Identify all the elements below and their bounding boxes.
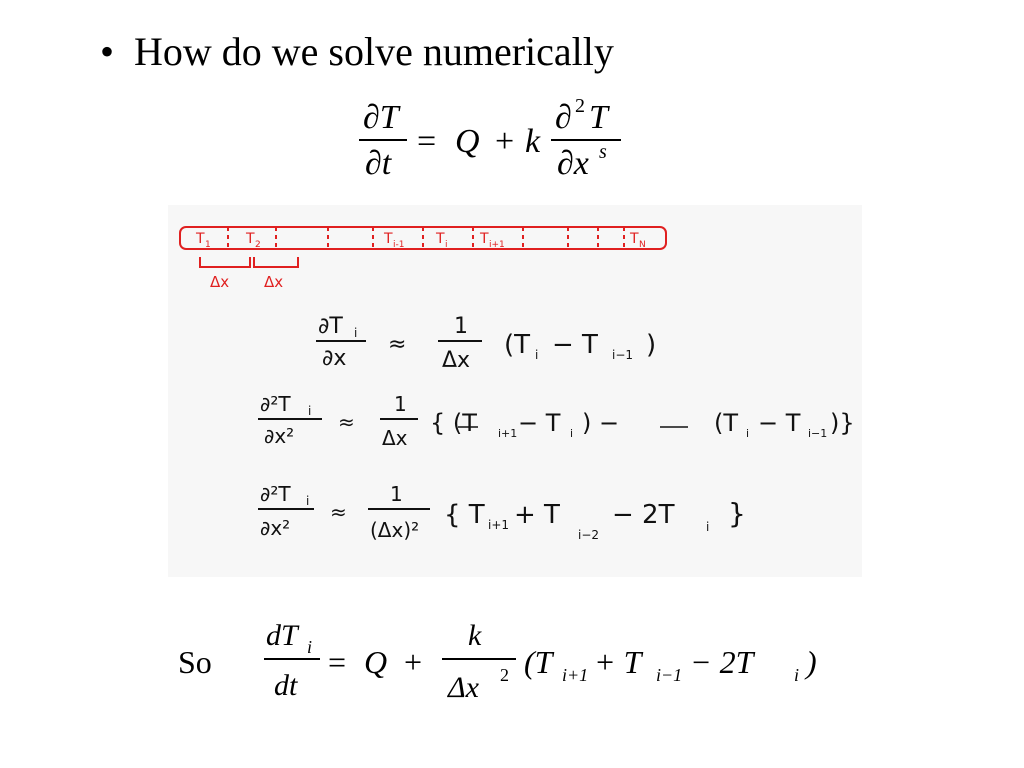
rod-label: T <box>384 231 393 247</box>
row1-frac-den: Δx <box>442 348 471 373</box>
row3-close: } <box>728 497 746 530</box>
discretized-equation <box>178 615 848 715</box>
eq-top-Q: Q <box>455 123 480 160</box>
row1-close: ) <box>646 330 657 360</box>
rod-label-sub: 1 <box>205 240 211 250</box>
approx-row-1 <box>316 314 656 373</box>
row3-sub: i <box>706 520 710 534</box>
eq-top-lhs-denominator: ∂t <box>365 145 392 182</box>
row1-body-mid: − T <box>552 330 598 360</box>
rod-label-sub: i-1 <box>393 240 405 250</box>
bullet-item <box>100 28 614 76</box>
row2-lhs-den: ∂x² <box>264 424 295 448</box>
row3-body: { T <box>444 500 485 530</box>
eq-bottom-lhs-den: dt <box>274 669 298 702</box>
eq-bottom-minus: − 2T <box>690 644 754 680</box>
rod-label-sub: 2 <box>255 240 261 250</box>
eq-top-rhs-denominator: ∂x <box>557 145 589 182</box>
row2-body: { (T <box>430 409 477 437</box>
row1-frac-num: 1 <box>454 314 468 339</box>
row1-lhs-den: ∂x <box>322 346 347 371</box>
eq-top-rhs-partial: ∂ <box>555 99 572 136</box>
eq-bottom-lhs-num: dT <box>266 619 298 652</box>
row2-part: (T <box>714 409 739 437</box>
eq-top-lhs-numerator: ∂T <box>363 99 399 136</box>
so-label: So <box>178 644 212 680</box>
rod-label-sub: N <box>639 240 646 250</box>
rod-labels <box>195 231 646 291</box>
handwritten-notes-image <box>168 205 862 577</box>
row3-approx: ≈ <box>330 500 347 524</box>
row2-frac-num: 1 <box>394 392 407 416</box>
row3-lhs-den: ∂x² <box>260 516 291 540</box>
rod-label: T <box>630 231 639 247</box>
row2-sub: i−1 <box>808 427 828 440</box>
row3-sub: i+1 <box>488 518 510 532</box>
row3-sub: i−2 <box>578 528 600 542</box>
eq-top-rhs-T: T <box>589 99 608 136</box>
row2-sub: i <box>746 427 750 440</box>
approx-row-3 <box>258 482 746 542</box>
row1-body-sub: i−1 <box>612 348 634 362</box>
row2-lhs-sub: i <box>308 404 312 418</box>
row3-frac-den: (Δx)² <box>370 518 420 542</box>
eq-bottom-frac-den-sup: 2 <box>500 665 509 685</box>
eq-bottom-close: ) <box>806 644 817 680</box>
eq-bottom-lhs-num-sub: i <box>307 637 313 657</box>
row1-body-sub: i <box>535 348 539 362</box>
row2-part: − T <box>758 409 801 437</box>
row2-lhs-num: ∂²T <box>260 392 291 416</box>
rod-label: T <box>246 231 255 247</box>
rod-label-sub: i+1 <box>489 240 505 250</box>
row3-lhs-num: ∂²T <box>260 482 291 506</box>
rod-label: T <box>480 231 489 247</box>
eq-bottom-open: (T <box>524 644 553 680</box>
bullet-dot: • <box>100 29 115 74</box>
eq-top-rhs-sup: 2 <box>575 95 585 117</box>
rod-label: T <box>196 231 205 247</box>
row3-part: + T <box>514 500 560 530</box>
row1-approx: ≈ <box>388 332 407 357</box>
row2-part: − T <box>518 409 561 437</box>
row1-body: (T <box>504 330 531 360</box>
bullet-text: How do we solve numerically <box>134 29 614 74</box>
row2-close: )} <box>830 409 855 437</box>
eq-top-plus: + <box>495 123 515 160</box>
eq-top-equals: = <box>417 123 437 160</box>
row2-sub: i <box>570 427 574 440</box>
eq-bottom-equals: = <box>328 644 347 680</box>
row3-lhs-sub: i <box>306 494 310 508</box>
eq-bottom-sub: i <box>794 665 800 685</box>
eq-bottom-sub: i−1 <box>656 665 683 685</box>
row2-frac-den: Δx <box>382 426 408 450</box>
eq-bottom-frac-num: k <box>468 619 482 652</box>
row1-lhs-sub: i <box>354 326 358 340</box>
eq-bottom-frac-den: Δx <box>448 671 479 704</box>
dx-bracket <box>200 257 250 267</box>
row1-lhs-num: ∂T <box>318 314 343 339</box>
row3-part: − 2T <box>612 500 675 530</box>
dx-label: Δx <box>264 273 284 291</box>
rod-label: T <box>436 231 445 247</box>
dx-label: Δx <box>210 273 230 291</box>
row2-sub: i+1 <box>498 427 518 440</box>
dx-bracket <box>254 257 298 267</box>
approx-row-2 <box>258 392 855 450</box>
eq-top-k: k <box>525 123 541 160</box>
row2-part: ) − <box>582 409 620 437</box>
heat-equation <box>355 92 635 182</box>
eq-bottom-plus2: + T <box>594 644 642 680</box>
handwritten-notes <box>168 205 862 577</box>
row3-frac-num: 1 <box>390 482 403 506</box>
eq-bottom-plus: + <box>404 644 423 680</box>
eq-top-rhs-den-sup: s <box>599 141 607 163</box>
row2-approx: ≈ <box>338 410 355 434</box>
rod-label-sub: i <box>445 240 448 250</box>
eq-bottom-sub: i+1 <box>562 665 589 685</box>
eq-bottom-Q: Q <box>364 644 388 680</box>
